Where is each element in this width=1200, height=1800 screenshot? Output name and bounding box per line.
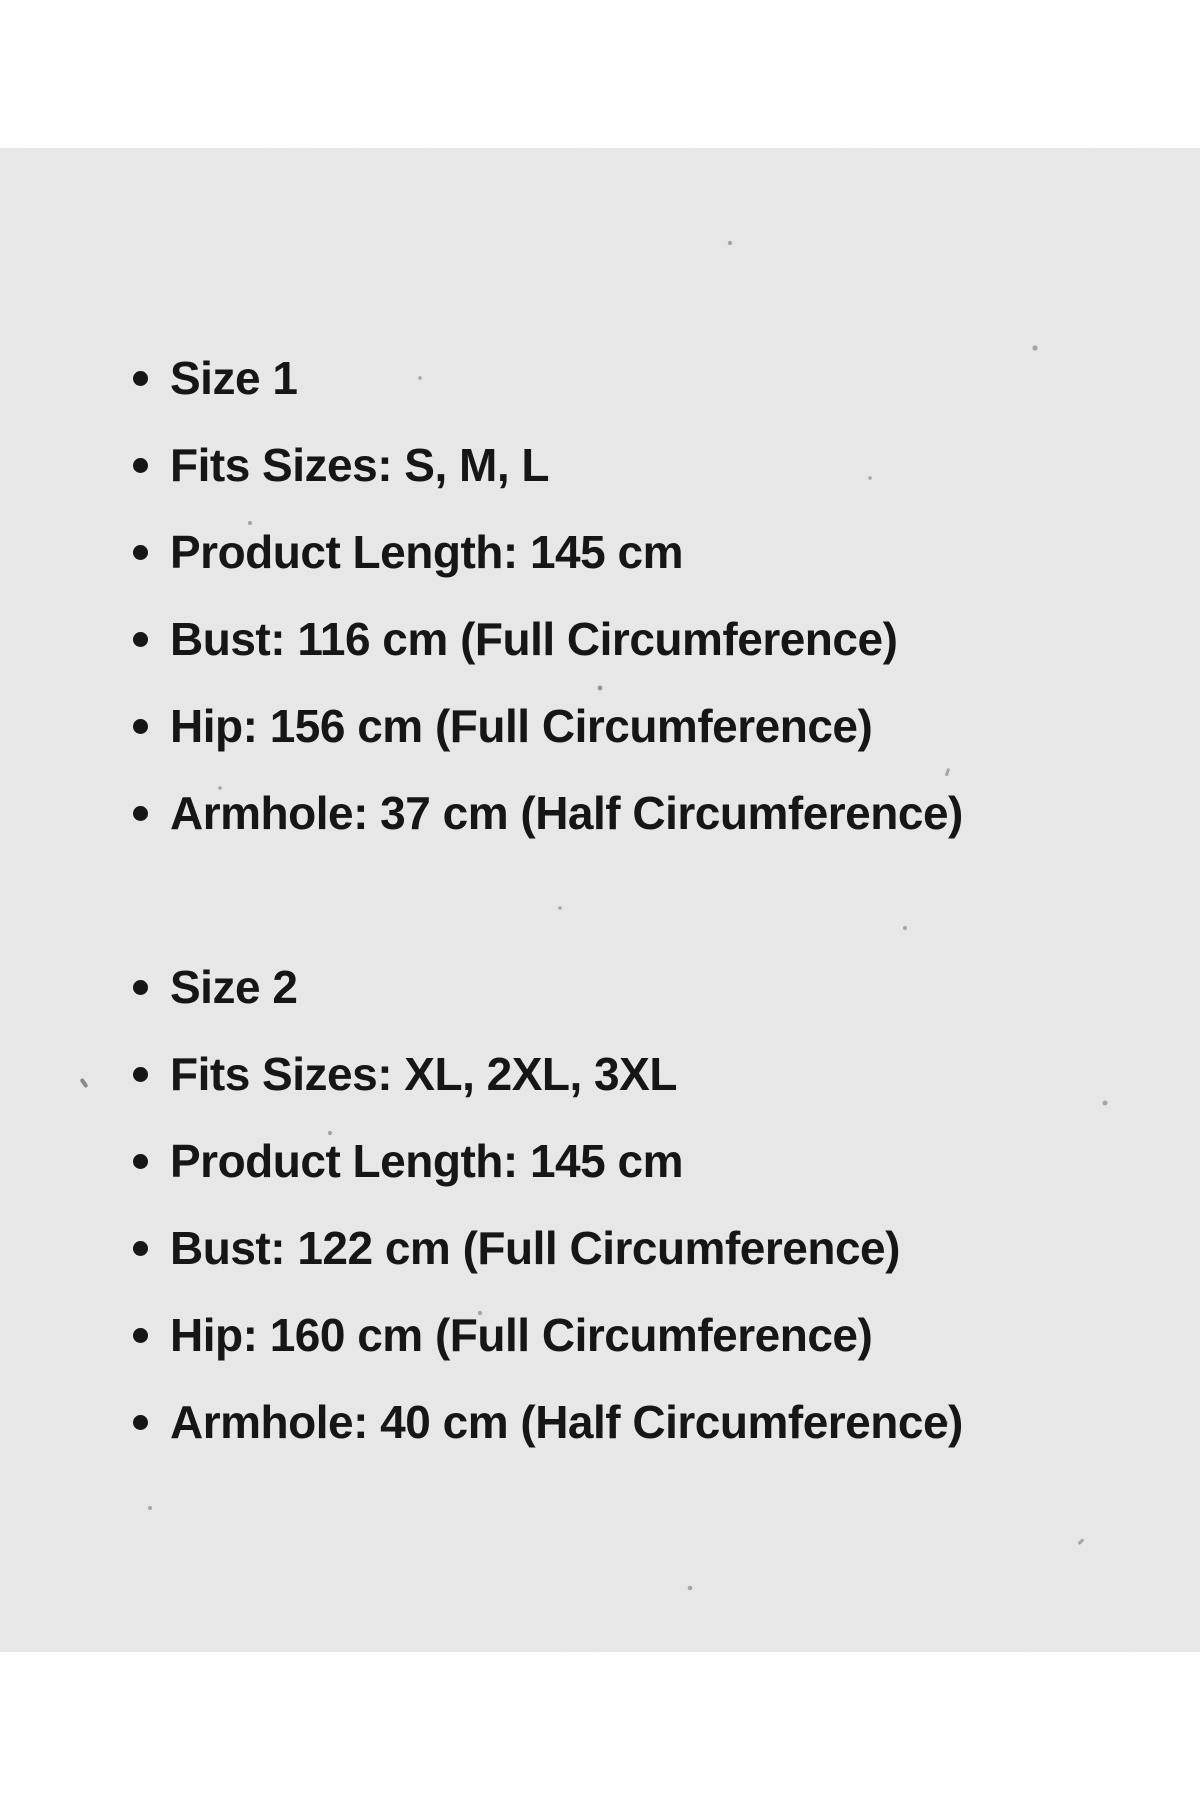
bust-measurement: Bust: 122 cm (Full Circumference) [170,1222,900,1274]
size-spec-item [133,1031,1133,1118]
paper-background [0,148,1200,1652]
armhole-measurement: Armhole: 37 cm (Half Circumference) [170,787,963,839]
bullet-icon [133,1415,148,1430]
size-name: Size 2 [170,961,298,1013]
size-spec-item [133,596,1133,683]
size-spec-item [133,683,1133,770]
bullet-icon [133,1067,148,1082]
bullet-icon [133,980,148,995]
bullet-icon [133,371,148,386]
hip-measurement: Hip: 160 cm (Full Circumference) [170,1309,873,1361]
size-spec-item [133,944,1133,1031]
bullet-icon [133,545,148,560]
product-length: Product Length: 145 cm [170,526,683,578]
fits-sizes: Fits Sizes: S, M, L [170,439,550,491]
fits-sizes: Fits Sizes: XL, 2XL, 3XL [170,1048,677,1100]
bullet-icon [133,1154,148,1169]
size-spec-item [133,335,1133,422]
size-2-group [133,944,1133,1466]
size-spec-lists [133,335,1133,1466]
size-spec-item [133,1205,1133,1292]
bullet-icon [133,1328,148,1343]
bullet-icon [133,458,148,473]
size-spec-item [133,509,1133,596]
size-1-group [133,335,1133,857]
size-spec-item [133,1379,1133,1466]
hip-measurement: Hip: 156 cm (Full Circumference) [170,700,873,752]
bullet-icon [133,1241,148,1256]
bust-measurement: Bust: 116 cm (Full Circumference) [170,613,898,665]
bullet-icon [133,632,148,647]
bullet-icon [133,806,148,821]
size-spec-item [133,1118,1133,1205]
armhole-measurement: Armhole: 40 cm (Half Circumference) [170,1396,963,1448]
size-spec-item [133,1292,1133,1379]
size-spec-item [133,422,1133,509]
bullet-icon [133,719,148,734]
size-name: Size 1 [170,352,298,404]
product-length: Product Length: 145 cm [170,1135,683,1187]
size-spec-item [133,770,1133,857]
